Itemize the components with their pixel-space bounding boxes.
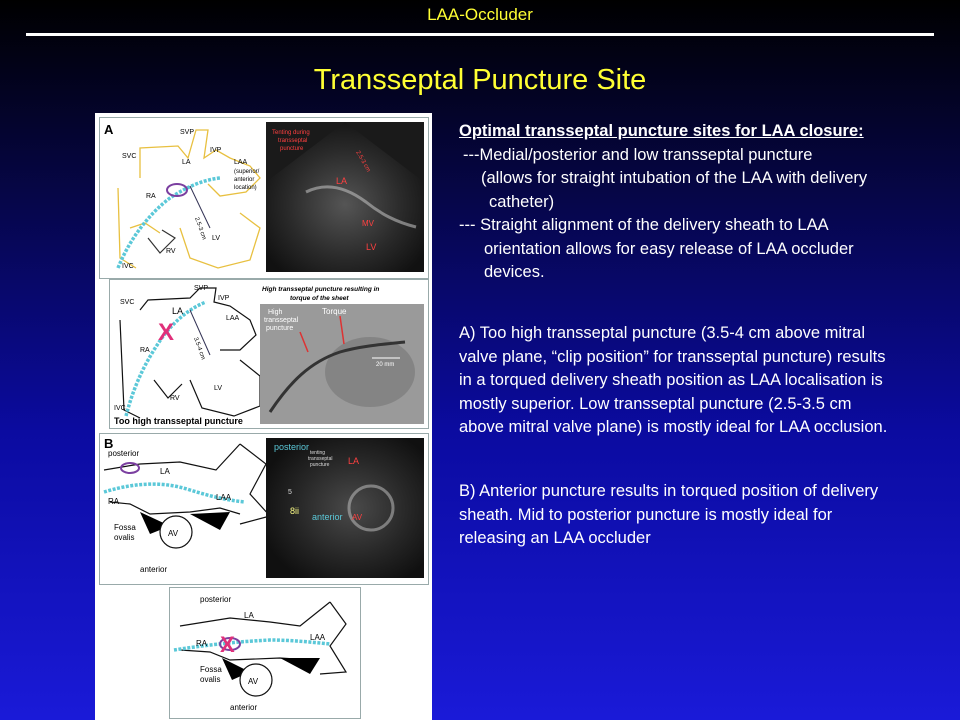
svg-text:anterior: anterior [140,565,168,574]
svg-text:RV: RV [166,248,176,255]
svg-text:RA: RA [196,639,208,648]
svg-text:LA: LA [172,306,184,316]
svg-text:AV: AV [352,513,363,522]
guidance-line-4: --- Straight alignment of the delivery sheath to LAA [459,216,829,234]
svg-text:transseptal: transseptal [308,456,333,462]
svg-text:SVP: SVP [180,129,195,136]
paragraph-a-line-3: in a torqued delivery sheath position as LAA localisation is [459,371,883,389]
svg-text:SVP: SVP [194,285,209,292]
svg-text:ovalis: ovalis [200,675,221,684]
echo-image-b1 [266,438,424,578]
svg-text:RA: RA [108,497,120,506]
svg-text:LV: LV [214,385,223,392]
header-label: LAA-Occluder [427,5,533,24]
panel-b2 [169,587,361,719]
svg-text:location): location) [234,185,257,191]
svg-text:2.5-3 cm: 2.5-3 cm [354,150,372,174]
svg-text:RV: RV [170,395,180,402]
svg-text:AV: AV [248,677,259,686]
svg-text:ovalis: ovalis [114,533,135,542]
svg-text:LA: LA [336,176,348,186]
x-mark-b2: X [220,632,235,657]
svg-text:tenting: tenting [310,450,326,456]
svg-text:puncture: puncture [280,146,304,152]
svg-text:Fossa: Fossa [200,665,222,674]
guidance-line-2: (allows for straight intubation of the LAA with delivery [481,169,868,187]
svg-text:LA: LA [348,456,360,466]
paragraph-b [459,480,954,551]
svg-text:AV: AV [168,529,179,538]
svg-text:posterior: posterior [274,442,310,452]
svg-text:puncture: puncture [266,325,294,332]
svg-text:LAA: LAA [216,493,232,502]
a2-caption: Too high transseptal puncture [114,416,243,426]
guidance-line-5: orientation allows for easy release of LAA occluder [484,239,854,258]
svg-text:RA: RA [140,347,150,354]
svg-text:Fossa: Fossa [114,523,136,532]
anatomy-figure [95,113,432,720]
svg-text:3.5-4 cm: 3.5-4 cm [192,336,206,361]
slide-title: Transseptal Puncture Site [313,64,647,96]
svg-text:LA: LA [182,159,191,166]
panel-a2 [109,279,429,429]
paragraph-b-line-3: releasing an LAA occluder [459,529,651,547]
svg-text:High transseptal puncture resu: High transseptal puncture resulting in [262,286,380,293]
svg-text:LAA: LAA [226,315,240,322]
svg-text:RA: RA [146,193,156,200]
svg-text:anterior: anterior [234,177,255,183]
svg-text:LA: LA [160,467,170,476]
x-mark-a2: X [158,319,175,346]
panel-b-letter: B [104,436,114,451]
svg-text:LV: LV [366,242,377,252]
svg-text:8ii: 8ii [290,506,300,516]
guidance-line-6: devices. [484,263,545,281]
svg-text:LAA: LAA [310,633,326,642]
guidance-heading: Optimal transseptal puncture sites for LAA closure: [459,122,864,140]
svg-text:LA: LA [244,611,254,620]
svg-text:posterior: posterior [200,595,232,604]
svg-text:High: High [268,309,283,316]
svg-text:IVC: IVC [122,263,134,270]
svg-text:Tenting during: Tenting during [272,130,310,136]
a2-fluoro-image [260,282,424,424]
svg-text:MV: MV [362,219,374,228]
svg-text:20 mm: 20 mm [376,362,395,368]
panel-a1 [99,117,429,279]
svg-text:anterior: anterior [230,703,258,712]
svg-text:2.5-3 cm: 2.5-3 cm [193,216,207,241]
svg-text:LAA: LAA [234,159,248,166]
svg-text:transseptal: transseptal [264,317,299,324]
panel-b2-diagram [170,588,360,718]
svg-text:IVP: IVP [218,295,230,302]
svg-text:Torque: Torque [322,307,347,316]
svg-text:transseptal: transseptal [278,138,308,144]
svg-text:SVC: SVC [122,153,137,160]
svg-text:LV: LV [212,235,221,242]
svg-text:anterior: anterior [312,512,343,522]
guidance-line-3: catheter) [489,192,555,211]
svg-text:puncture: puncture [310,462,330,468]
paragraph-a-line-4: mostly superior. Low transseptal puncture (2.5-3.5 cm [459,394,852,413]
svg-text:IVP: IVP [210,147,222,154]
paragraph-a [459,322,954,440]
echo-image-a1 [266,122,424,272]
header-divider [26,33,934,36]
panel-a-letter: A [104,122,114,137]
paragraph-a-line-1: A) Too high transseptal puncture (3.5-4 cm above mitral [459,324,865,342]
svg-text:5: 5 [288,489,292,496]
svg-text:torque of the sheet: torque of the sheet [290,295,349,302]
guidance-line-1: ---Medial/posterior and low transseptal puncture [463,145,813,164]
guidance-text [459,120,954,285]
paragraph-a-line-5: above mitral valve plane) is mostly ideal for LAA occlusion. [459,418,888,436]
svg-text:SVC: SVC [120,299,135,306]
svg-text:(superior/: (superior/ [234,169,260,175]
svg-text:posterior: posterior [108,449,140,458]
panel-b1 [99,433,429,585]
paragraph-b-line-1: B) Anterior puncture results in torqued position of delivery [459,482,879,500]
paragraph-b-line-2: sheath. Mid to posterior puncture is mostly ideal for [459,505,833,524]
svg-text:IVC: IVC [114,405,126,412]
paragraph-a-line-2: valve plane, “clip position” for transseptal puncture) results [459,347,886,366]
